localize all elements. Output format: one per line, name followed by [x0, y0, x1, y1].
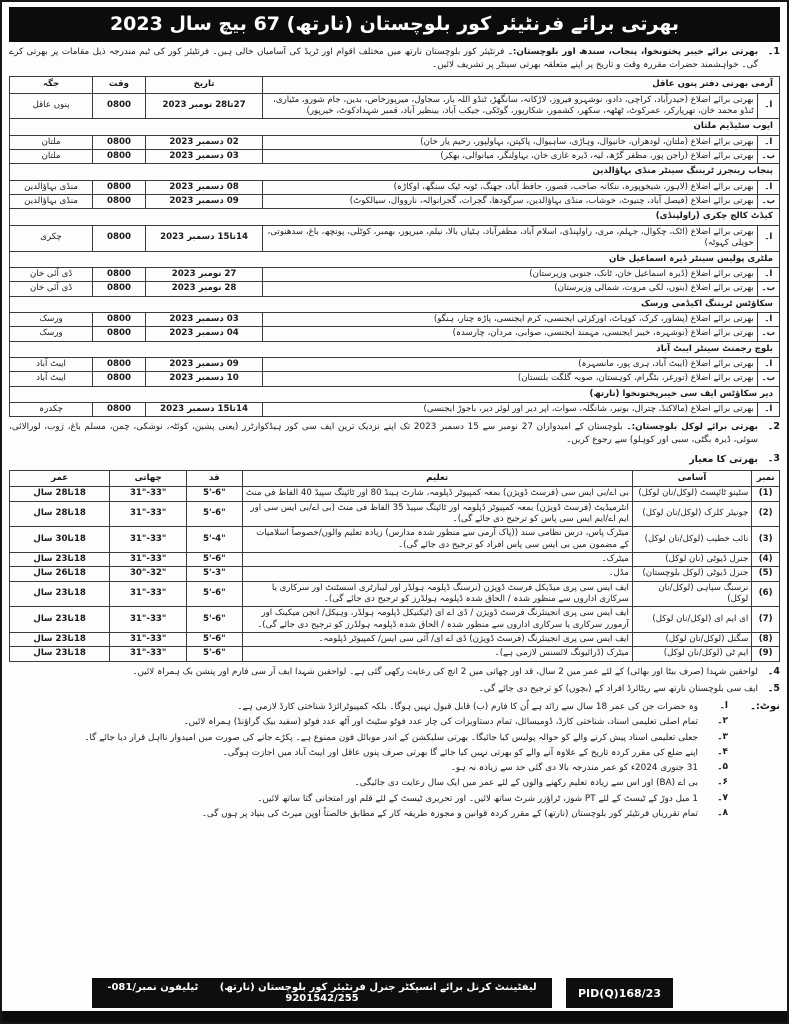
point-2-body: بلوچستان کے امیدواران 27 نومبر سے 15 دسمبر 2023 تک اپنے نزدیک ترین ایف سی کور ہیڈکوارٹرز (یعنی پشین، کوئٹہ، نوشکی، چمن، مسلم باغ، ژوب، لورالائی، سوئی، ڈیرہ بگٹی، سبی اور کوہلو) سے رجوع کریں۔ — [9, 422, 758, 446]
criteria-row-post: نائب خطیب (لوکل/نان لوکل) — [632, 527, 751, 553]
row-districts: بھرتی برائے اضلاع (نوشہرہ، خیبر ایجنسی، مہمند ایجنسی، صوابی، مردان، چارسدہ) — [263, 327, 757, 341]
row-time: 0800 — [93, 93, 146, 119]
note-item — [9, 747, 728, 760]
row-serial: ا۔ — [757, 402, 779, 416]
schedule-row — [10, 180, 780, 194]
row-place: ایبٹ آباد — [10, 372, 93, 386]
criteria-height-header: قد — [187, 470, 242, 486]
criteria-row-age: 18تا23 سال — [10, 633, 110, 647]
point-5-number: 5۔ — [767, 682, 780, 694]
row-districts: بھرتی برائے اضلاع (اٹک، چکوال، جہلم، مری، راولپنڈی، اسلام آباد، مظفرآباد، ہٹیاں بالا، نیلم، میرپور، بھمبر، کوٹلی، پونچھ، باغ، سدھنوتی، حویلی کہوٹہ) — [263, 225, 757, 251]
row-time: 0800 — [93, 372, 146, 386]
note-item-text: اپنے ضلع کی مقرر کردہ تاریخ کے علاوہ آنے والے کو بھرتی نہیں کیا جائے گا بھرتی صرف پنوں عاقل اور ایبٹ آباد میں اجازت ہوگی۔ — [222, 747, 698, 758]
row-districts: بھرتی برائے اضلاع (حیدرآباد، کراچی، دادو، نوشہرو فیروز، لاڑکانہ، سانگھڑ، ٹنڈو اللہ یار، سجاول، میرپورخاص، بدین، جام شورو، مٹیاری، ٹنڈو محمد خان، تھرپارکر، عمرکوٹ، ٹھٹھہ، سکھر، کشمور، شکارپور، گوٹکی، جیکب آباد، بینظیر آباد، قمبر شہدادکوٹ، خیرپور) — [263, 93, 757, 119]
note-item — [9, 716, 728, 729]
criteria-row — [10, 567, 780, 581]
point-1-lead: بھرتی برائے خیبر پختونخوا، پنجاب، سندھ اور بلوچستان:۔ — [507, 47, 759, 57]
criteria-post-header: آسامی — [632, 470, 751, 486]
row-serial: ب۔ — [757, 195, 779, 209]
row-date: 10 دسمبر 2023 — [145, 372, 263, 386]
schedule-header-row — [10, 77, 780, 93]
point-4-number: 4۔ — [767, 665, 780, 677]
page-title: بھرتی برائے فرنٹیئر کور بلوچستان (نارتھ) 67 بیچ سال 2023 — [9, 7, 780, 42]
criteria-row-number: (1) — [752, 487, 780, 501]
note-item — [9, 793, 728, 806]
row-time: 0800 — [93, 312, 146, 326]
recruitment-center-title: ایوب سٹیڈیم ملتان — [10, 119, 780, 135]
criteria-row-post: جنرل ڈیوٹی (نان لوکل) — [632, 552, 751, 566]
point-3-number: 3۔ — [767, 452, 780, 464]
criteria-row-chest: 31"-33" — [110, 581, 187, 607]
criteria-row-number: (7) — [752, 607, 780, 633]
row-date: 14تا15 دسمبر 2023 — [145, 402, 263, 416]
row-serial: ا۔ — [757, 267, 779, 281]
row-place: ورسک — [10, 312, 93, 326]
row-serial: ب۔ — [757, 282, 779, 296]
criteria-row-chest: 31"-33" — [110, 487, 187, 501]
recruitment-center-title: بلوچ رجمنٹ سینٹر ایبٹ آباد — [10, 341, 780, 357]
row-date: 03 دسمبر 2023 — [145, 150, 263, 164]
row-districts: بھرتی برائے اضلاع (راجن پور، مظفر گڑھ، لیہ، ڈیرہ غازی خان، بہاولنگر، میانوالی، بھکر) — [263, 150, 757, 164]
row-districts: بھرتی برائے اضلاع (پشاور، کرک، کوہاٹ، اورکزئی ایجنسی، کرم ایجنسی، پاڑہ چنار، ہنگو) — [263, 312, 757, 326]
criteria-row-post: سگنل (لوکل/نان لوکل) — [632, 633, 751, 647]
intro-point-1 — [9, 46, 780, 72]
recruitment-center-title: ملٹری پولیس سینٹر ڈیرہ اسماعیل خان — [10, 251, 780, 267]
note-item-text: تمام اصلی تعلیمی اسناد، شناختی کارڈ، ڈومیسائل، تمام دستاویزات کی چار عدد فوٹو سٹیٹ اور آٹھ عدد فوٹو (سفید بیک گراؤنڈ) ہمراہ لائیں۔ — [183, 717, 698, 728]
schedule-row — [10, 225, 780, 251]
row-districts: بھرتی برائے اضلاع (تورغر، بٹگرام، کوہستان، صوبہ گلگت بلتستان) — [263, 372, 757, 386]
criteria-row-age: 18تا28 سال — [10, 501, 110, 527]
row-place: ڈی آئی خان — [10, 267, 93, 281]
row-serial: ب۔ — [757, 327, 779, 341]
schedule-row — [10, 372, 780, 386]
note-section — [9, 701, 780, 823]
point-1-text — [9, 46, 758, 72]
criteria-row-height: 5'-6" — [187, 581, 242, 607]
criteria-row-education: میٹرک پاس، درس نظامی سند ((پاک آرمی سے منظور شدہ مدارس) زیادہ تعلیم والوں/خصوصاً اسلامیات کے مضمون میں بی ایس سی پاس افراد کو ترجیح دی جائے گی)۔ — [242, 527, 632, 553]
note-item-number: ۸۔ — [717, 807, 728, 818]
criteria-row-education: ایف ایس سی پری انجینئرنگ فرسٹ ڈویژن / ڈی اے ای (ٹیکنیکل ڈپلومہ ہولڈر، وہیکل/ انجن میکینک اور آرمورر سرکاری یا سرکاری اداروں سے منظور شدہ / الحاق شدہ ڈپلومہ ہولڈرز کو ترجیح دی جائے گی)۔ — [242, 607, 632, 633]
schedule-row — [10, 357, 780, 371]
footer-phone: ٹیلیفون نمبر/081-9201542/255 — [107, 982, 359, 1004]
criteria-row-chest: 31"-33" — [110, 647, 187, 661]
recruitment-criteria-table — [9, 470, 780, 662]
criteria-row-height: 5'-6" — [187, 647, 242, 661]
note-item-number: ۷۔ — [717, 792, 728, 803]
recruitment-schedule-table — [9, 76, 780, 417]
schedule-row — [10, 282, 780, 296]
row-time: 0800 — [93, 282, 146, 296]
criteria-row-height: 5'-6" — [187, 501, 242, 527]
row-serial: ا۔ — [757, 180, 779, 194]
criteria-row-education: ایف ایس سی پری انجینئرنگ (فرسٹ ڈویژن) ڈی اے ای/ آئی سی ایس/ کمپیوٹر ڈپلومہ۔ — [242, 633, 632, 647]
criteria-row-post: جونیئر کلرک (لوکل/نان لوکل) — [632, 501, 751, 527]
row-place: چکدرہ — [10, 402, 93, 416]
note-item-number: ۳۔ — [717, 731, 728, 742]
row-date: 04 دسمبر 2023 — [145, 327, 263, 341]
note-label: نوٹ:۔ — [750, 701, 780, 713]
row-districts: بھرتی برائے اضلاع (ملتان، لودھراں، خانیوال، وہاڑی، ساہیوال، پاکپتن، بہاولپور، رحیم یار خان) — [263, 135, 757, 149]
pid-badge: PID(Q)168/23 — [566, 978, 673, 1008]
row-date: 28 نومبر 2023 — [145, 282, 263, 296]
criteria-row-number: (3) — [752, 527, 780, 553]
criteria-row-chest: 31"-33" — [110, 607, 187, 633]
row-place: ملتان — [10, 150, 93, 164]
row-serial: ب۔ — [757, 372, 779, 386]
criteria-row — [10, 607, 780, 633]
row-serial: ا۔ — [757, 135, 779, 149]
criteria-row-post: سٹینو ٹائپسٹ (لوکل/نان لوکل) — [632, 487, 751, 501]
row-time: 0800 — [93, 225, 146, 251]
criteria-row-post: جنرل ڈیوٹی (لوکل بلوچستان) — [632, 567, 751, 581]
recruitment-center-row — [10, 296, 780, 312]
note-item-text: وہ حضرات جن کی عمر 18 سال سے زائد ہے اُن کا فارم (ب) قابل قبول نہیں ہوگا۔ بلکہ کمپیوٹرائزڈ شناختی کارڈ لازمی ہے۔ — [237, 702, 698, 713]
note-item-number: ۵۔ — [717, 762, 728, 773]
row-serial: ا۔ — [757, 225, 779, 251]
recruitment-center-row — [10, 386, 780, 402]
row-time: 0800 — [93, 267, 146, 281]
row-time: 0800 — [93, 357, 146, 371]
criteria-row-number: (4) — [752, 552, 780, 566]
criteria-row-age: 18تا23 سال — [10, 607, 110, 633]
criteria-row — [10, 633, 780, 647]
note-item-text: جعلی تعلیمی اسناد پیش کرنے والے کو حوالہ پولیس کیا جائیگا۔ بھرتی سلیکشن کے اندر موبائل فون ممنوع ہے۔ پکڑے جانے کی صورت میں امیدوار نااہل قرار دیا جائے گا۔ — [84, 732, 698, 743]
recruitment-center-title: سکاؤٹس ٹریننگ اکیڈمی ورسک — [10, 296, 780, 312]
criteria-row-post: ای ایم ای (لوکل/نان لوکل) — [632, 607, 751, 633]
criteria-row-age: 18تا23 سال — [10, 647, 110, 661]
criteria-row-number: (5) — [752, 567, 780, 581]
row-date: 03 دسمبر 2023 — [145, 312, 263, 326]
row-place: منڈی بہاؤالدین — [10, 195, 93, 209]
schedule-time-header: وقت — [93, 77, 146, 93]
note-item — [9, 808, 728, 821]
row-time: 0800 — [93, 402, 146, 416]
note-item-text: 31 جنوری 2024ء کو عمر مندرجہ بالا دی گئی حد سے زیادہ نہ ہو۔ — [450, 763, 698, 774]
criteria-row-chest: 31"-33" — [110, 527, 187, 553]
criteria-row-age: 18تا23 سال — [10, 581, 110, 607]
row-serial: ب۔ — [757, 150, 779, 164]
recruitment-center-title: دیر سکاؤٹس ایف سی خیبرپختونخوا (نارتھ) — [10, 386, 780, 402]
criteria-row-age: 18تا30 سال — [10, 527, 110, 553]
bottom-black-strip — [2, 1011, 787, 1022]
recruitment-center-row — [10, 341, 780, 357]
row-place: ڈی آئی خان — [10, 282, 93, 296]
schedule-row — [10, 150, 780, 164]
criteria-age-header: عمر — [10, 470, 110, 486]
row-time: 0800 — [93, 327, 146, 341]
row-time: 0800 — [93, 150, 146, 164]
point-4-text: لواحقین شہدا (صرف بیٹا اور بھائی) کے لئے عمر میں 2 سال، قد اور چھاتی میں 2 انچ کی رعایت رکھی گئی ہے۔ لواحقین شہدا ایف آر سی فارم اور پنشن بک ہمراہ لائیں۔ — [132, 666, 758, 677]
row-serial: ا۔ — [757, 93, 779, 119]
criteria-row-age: 18تا28 سال — [10, 487, 110, 501]
recruitment-center-row — [10, 251, 780, 267]
point-2 — [9, 421, 780, 447]
schedule-row — [10, 267, 780, 281]
criteria-row — [10, 487, 780, 501]
point-5-text: ایف سی بلوچستان نارتھ سے ریٹائرڈ افراد کے (بچوں) کو ترجیح دی جائے گی۔ — [478, 683, 758, 694]
recruitment-center-row — [10, 164, 780, 180]
row-date: 27تا28 نومبر 2023 — [145, 93, 263, 119]
criteria-row-height: 5'-6" — [187, 487, 242, 501]
criteria-row-chest: 31"-33" — [110, 633, 187, 647]
criteria-row-chest: 31"-33" — [110, 501, 187, 527]
row-time: 0800 — [93, 135, 146, 149]
row-place: پنوں عاقل — [10, 93, 93, 119]
schedule-row — [10, 312, 780, 326]
note-items-list — [9, 701, 728, 823]
criteria-row-post: نرسنگ سپاہی (لوکل/نان لوکل) — [632, 581, 751, 607]
row-place: ملتان — [10, 135, 93, 149]
note-item — [9, 732, 728, 745]
criteria-row-number: (6) — [752, 581, 780, 607]
schedule-row — [10, 402, 780, 416]
row-districts: بھرتی برائے اضلاع (بنوں، لکی مروت، شمالی وزیرستان) — [263, 282, 757, 296]
criteria-row-number: (2) — [752, 501, 780, 527]
row-districts: بھرتی برائے اضلاع (فیصل آباد، چنیوٹ، خوشاب، منڈی بہاؤالدین، سرگودھا، گجرات، گجرانوالہ، نارووال، سیالکوٹ) — [263, 195, 757, 209]
row-districts: بھرتی برائے اضلاع (ایبٹ آباد، ہری پور، مانسہرہ) — [263, 357, 757, 371]
criteria-row — [10, 647, 780, 661]
row-serial: ا۔ — [757, 357, 779, 371]
recruitment-center-row — [10, 209, 780, 225]
row-date: 14تا15 دسمبر 2023 — [145, 225, 263, 251]
criteria-education-header: تعلیم — [242, 470, 632, 486]
schedule-row — [10, 93, 780, 119]
row-place: ایبٹ آباد — [10, 357, 93, 371]
note-item-number: ۲۔ — [717, 716, 728, 727]
point-5 — [9, 683, 780, 696]
signature-bar — [92, 978, 552, 1008]
footer — [12, 978, 777, 1008]
criteria-row — [10, 527, 780, 553]
row-place: ورسک — [10, 327, 93, 341]
note-item — [9, 762, 728, 775]
schedule-row — [10, 195, 780, 209]
criteria-row-height: 5'-6" — [187, 552, 242, 566]
row-place: منڈی بہاؤالدین — [10, 180, 93, 194]
criteria-header-row — [10, 470, 780, 486]
row-date: 09 دسمبر 2023 — [145, 195, 263, 209]
criteria-row-number: (8) — [752, 633, 780, 647]
row-time: 0800 — [93, 180, 146, 194]
schedule-place-header: جگہ — [10, 77, 93, 93]
row-serial: ا۔ — [757, 312, 779, 326]
note-item — [9, 777, 728, 790]
row-date: 02 دسمبر 2023 — [145, 135, 263, 149]
criteria-row-education: بی اے/بی ایس سی (فرسٹ ڈویژن) بمعہ کمپیوٹر ڈپلومہ، شارٹ ہینڈ 80 اور ٹائپنگ سپیڈ 40 الفاظ فی منٹ — [242, 487, 632, 501]
row-date: 09 دسمبر 2023 — [145, 357, 263, 371]
criteria-row — [10, 552, 780, 566]
recruitment-center-title: پنجاب رینجرز ٹریننگ سینٹر منڈی بہاؤالدین — [10, 164, 780, 180]
row-districts: بھرتی برائے اضلاع (لاہور، شیخوپورہ، ننکانہ صاحب، قصور، حافظ آباد، جھنگ، ٹوبہ ٹیک سنگھ، اوکاڑہ) — [263, 180, 757, 194]
recruitment-center-title: کیڈٹ کالج چکری (راولپنڈی) — [10, 209, 780, 225]
criteria-row-height: 5'-3" — [187, 567, 242, 581]
row-districts: بھرتی برائے اضلاع (ڈیرہ اسماعیل خان، ٹانک، جنوبی وزیرستان) — [263, 267, 757, 281]
schedule-row — [10, 327, 780, 341]
criteria-row-height: 5'-4" — [187, 527, 242, 553]
point-1-body: فرنٹیئر کور بلوچستان نارتھ میں مختلف اقوام اور ٹریڈ کی آسامیاں خالی ہیں۔ فرنٹیئر کور کی ٹیم مندرجہ ذیل مقامات پر بھرتی کرے گی۔ خواہشمند حضرات مقررہ وقت و تاریخ پر اپنے متعلقہ بھرتی سینٹر پر تشریف لائیں۔ — [9, 47, 758, 71]
row-place: چکری — [10, 225, 93, 251]
row-date: 08 دسمبر 2023 — [145, 180, 263, 194]
criteria-row-education: ایف ایس سی پری میڈیکل فرسٹ ڈویژن (نرسنگ ڈپلومہ ہولڈر اور لیبارٹری اسسٹنٹ اور سرکاری یا سرکاری اداروں سے منظور شدہ / الحاق شدہ ڈپلومہ ہولڈرز کو ترجیح دی جائے گی)۔ — [242, 581, 632, 607]
note-item-number: ۶۔ — [717, 777, 728, 788]
criteria-row-education: انٹرمیڈیٹ (فرسٹ ڈویژن) بمعہ کمپیوٹر ڈپلومہ اور ٹائپنگ سپیڈ 35 الفاظ فی منٹ (بی اے/بی ایس سی اور ایم اے/ایم ایس سی پاس کو ترجیح دی جائے گی)۔ — [242, 501, 632, 527]
row-time: 0800 — [93, 195, 146, 209]
criteria-row-height: 5'-6" — [187, 607, 242, 633]
note-item-text: بی اے (BA) اور اس سے زیادہ تعلیم رکھنے والوں کے لئے عمر میں ایک سال رعایت دی جائیگی۔ — [354, 778, 698, 789]
point-2-number: 2۔ — [767, 421, 780, 433]
note-item — [9, 701, 728, 714]
schedule-date-header: تاریخ — [145, 77, 263, 93]
note-item-text: تمام تقرریاں فرنٹیئر کور بلوچستان (نارتھ) کے مقرر کردہ قوانین و مجوزہ طریقہ کار کے مطابق خالصتاً اوپن میرٹ کی بنیاد پر ہوں گی۔ — [201, 808, 698, 819]
signature-text: لیفٹیننٹ کرنل برائے انسپکٹر جنرل فرنٹیئر کور بلوچستان (نارتھ) — [219, 982, 537, 993]
criteria-row-number: (9) — [752, 647, 780, 661]
criteria-row-post: ایم ٹی (لوکل/نان لوکل) — [632, 647, 751, 661]
criteria-chest-header: چھاتی — [110, 470, 187, 486]
criteria-row-education: میٹرک۔ — [242, 552, 632, 566]
note-item-text: 1 میل دوڑ کے ٹیسٹ کے لئے PT شوز، ٹراؤزر شرٹ ساتھ لائیں۔ اور تحریری ٹیسٹ کے لئے قلم اور امتحانی گتا ساتھ لائیں۔ — [257, 793, 698, 804]
note-item-number: ۴۔ — [717, 746, 728, 757]
criteria-row-chest: 31"-33" — [110, 552, 187, 566]
point-2-text — [9, 421, 758, 447]
schedule-office-header: آرمی بھرتی دفتر پنوں عاقل — [263, 77, 780, 93]
criteria-row — [10, 501, 780, 527]
criteria-row-age: 18تا26 سال — [10, 567, 110, 581]
point-2-lead: بھرتی برائے لوکل بلوچستان:۔ — [626, 422, 758, 433]
criteria-row-height: 5'-6" — [187, 633, 242, 647]
point-3 — [9, 453, 780, 467]
row-districts: بھرتی برائے اضلاع (مالاکنڈ، چترال، بونیر، شانگلہ، سوات، اپر دیر اور لوئر دیر، باجوڑ ایجنسی) — [263, 402, 757, 416]
criteria-row-education: مڈل۔ — [242, 567, 632, 581]
recruitment-center-row — [10, 119, 780, 135]
criteria-row-age: 18تا23 سال — [10, 552, 110, 566]
point-1-number: 1۔ — [767, 46, 780, 57]
point-4 — [9, 666, 780, 679]
criteria-row-education: میٹرک (ڈرائیونگ لائسنس لازمی ہے)۔ — [242, 647, 632, 661]
note-item-number: ا۔ — [719, 701, 728, 712]
schedule-row — [10, 135, 780, 149]
criteria-heading-text: بھرتی کا معیار — [689, 453, 758, 465]
criteria-row — [10, 581, 780, 607]
criteria-row-chest: 30"-32" — [110, 567, 187, 581]
criteria-num-header: نمبر — [752, 470, 780, 486]
row-date: 27 نومبر 2023 — [145, 267, 263, 281]
